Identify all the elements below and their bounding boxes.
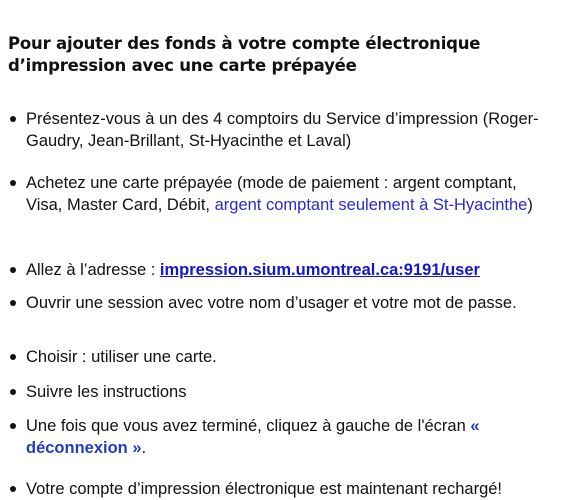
list-item-visit-counter (10, 108, 555, 152)
heading-line-1: Pour ajouter des fonds à votre compte électronique (8, 34, 481, 53)
list-item-text: Présentez-vous à un des 4 comptoirs du Service d’impression (Roger-Gaudry, Jean-Brillant, St-Hyacinthe et Laval) (26, 110, 539, 150)
bullet-icon (10, 389, 16, 395)
list-item-text: Votre compte d’impression électronique est maintenant rechargé! (26, 480, 503, 498)
list-item-choose-card (10, 346, 555, 368)
bullet-icon (10, 354, 16, 360)
bullet-icon (10, 116, 16, 122)
heading-line-2: d’impression avec une carte prépayée (8, 56, 357, 75)
list-item-logout (10, 415, 555, 459)
print-portal-link[interactable]: impression.sium.umontreal.ca:9191/user (159, 261, 480, 279)
bullet-icon (10, 180, 16, 186)
bullet-icon (10, 423, 16, 429)
payment-methods-text: Achetez une carte prépayée (mode de paiement : argent comptant, Visa, Master Card, Débit, (26, 174, 517, 214)
list-item-text: Ouvrir une session avec votre nom d’usager et votre mot de passe. (26, 294, 517, 312)
page-heading (8, 33, 568, 77)
bullet-icon (10, 300, 16, 306)
list-item-text (26, 415, 555, 459)
list-item-buy-card (10, 172, 555, 216)
list-item-text (26, 259, 555, 281)
list-item-go-to-address (10, 259, 555, 281)
st-hyacinthe-cash-note: argent comptant seulement à St-Hyacinthe (214, 196, 528, 214)
logout-label: « déconnexion » (26, 417, 480, 457)
list-item-text: Suivre les instructions (26, 383, 187, 401)
logout-instruction-text: Une fois que vous avez terminé, cliquez à gauche de l'écran (26, 417, 471, 435)
list-item-recharged (10, 478, 555, 500)
bullet-icon (10, 486, 16, 492)
list-item-text (26, 172, 555, 216)
address-prefix: Allez à l’adresse : (26, 261, 160, 279)
period: . (141, 439, 147, 457)
list-item-follow-instructions (10, 381, 555, 403)
list-item-open-session (10, 292, 555, 314)
bullet-icon (10, 267, 16, 273)
closing-paren: ) (527, 196, 533, 214)
list-item-text: Choisir : utiliser une carte. (26, 348, 217, 366)
